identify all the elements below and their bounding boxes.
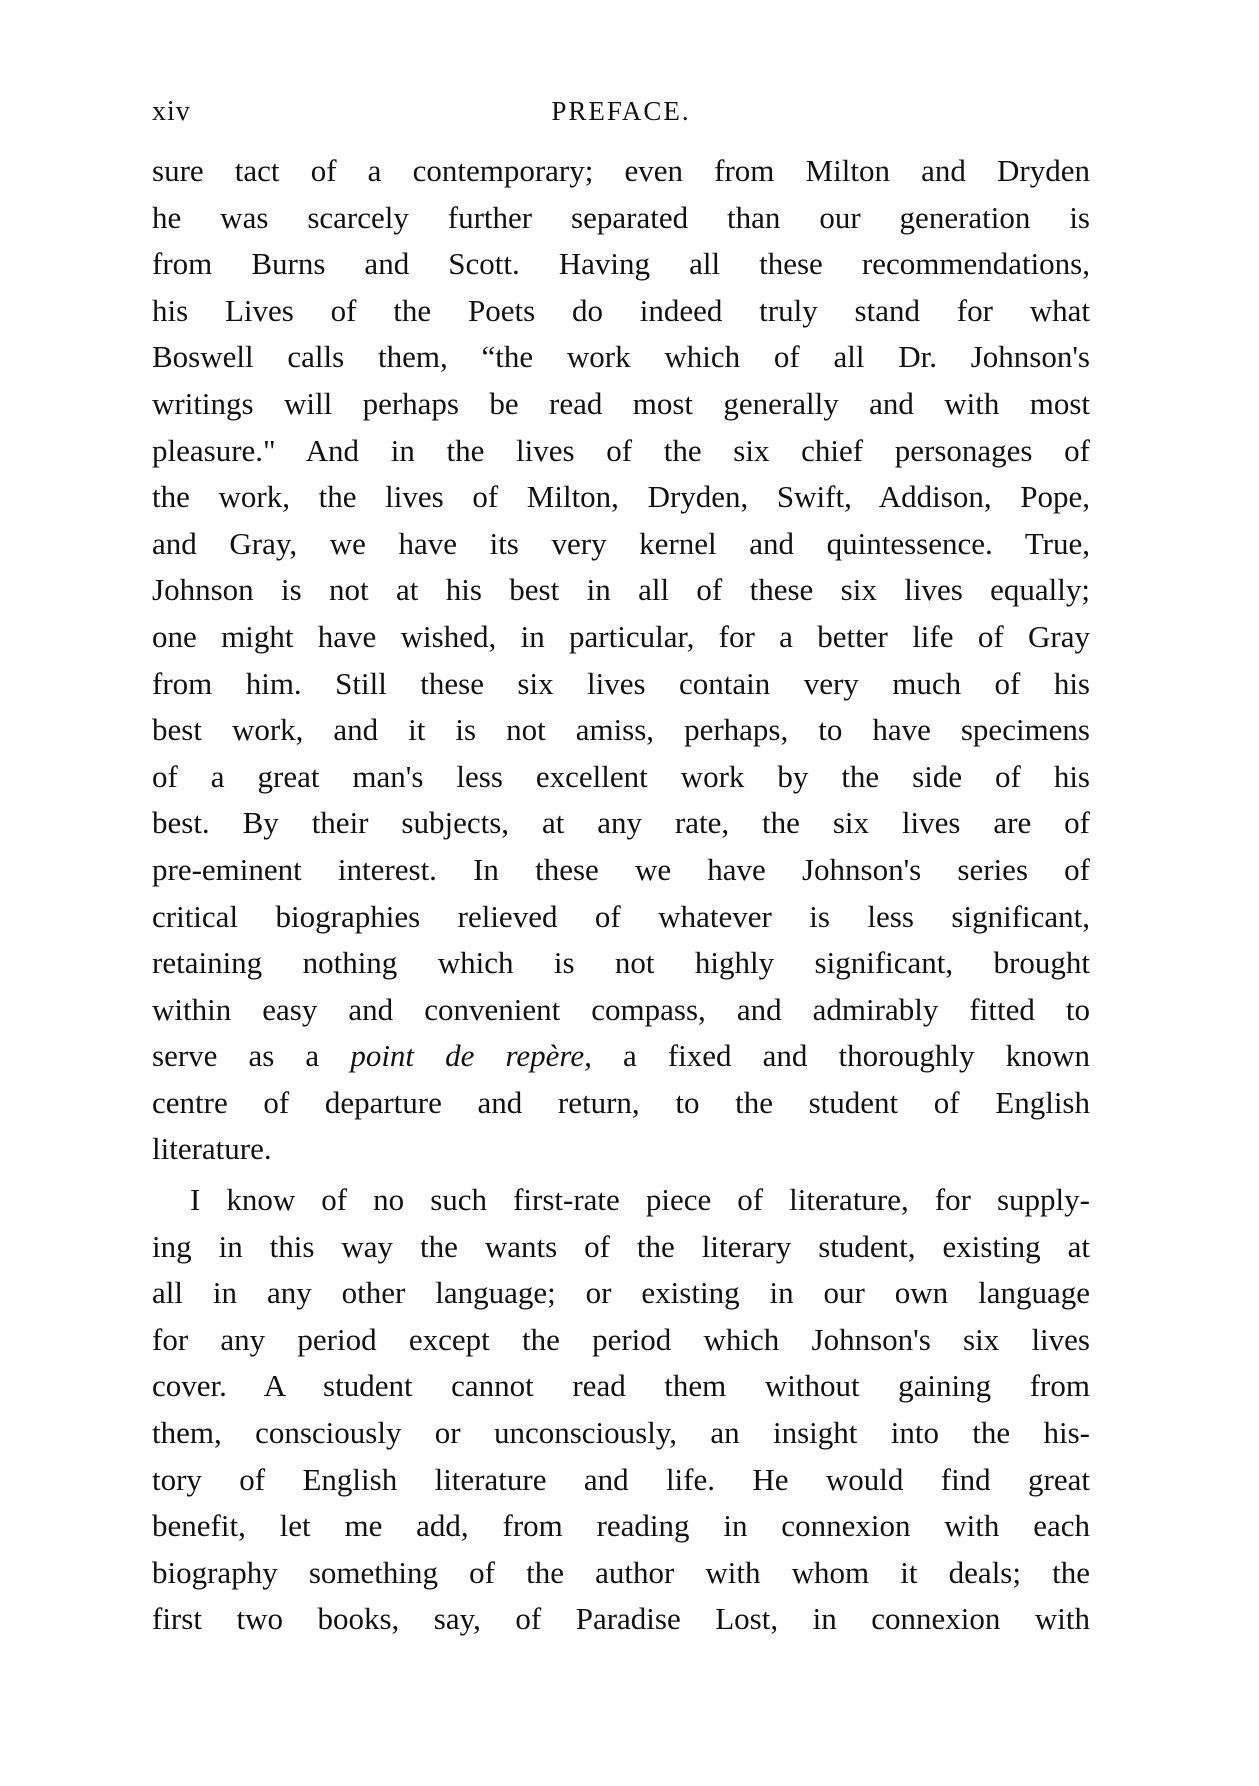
text-line-with-italic bbox=[152, 1033, 1090, 1080]
text-line: pleasure." And in the lives of the six chief personages of bbox=[152, 432, 1090, 468]
running-title: PREFACE. bbox=[551, 96, 691, 126]
text-line: centre of departure and return, to the student of English bbox=[152, 1084, 1090, 1120]
text-line: his Lives of the Poets do indeed truly stand for what bbox=[152, 292, 1090, 328]
text-line: best work, and it is not amiss, perhaps, to have specimens bbox=[152, 712, 1090, 748]
text-line: literature. bbox=[152, 1131, 272, 1167]
text-line: he was scarcely further separated than our generation is bbox=[152, 199, 1090, 235]
text-line: the work, the lives of Milton, Dryden, Swift, Addison, Pope, bbox=[152, 479, 1090, 515]
text-line: of a great man's less excellent work by the side of his bbox=[152, 758, 1090, 794]
text-line: all in any other language; or existing in our own language bbox=[152, 1275, 1090, 1311]
text-line: retaining nothing which is not highly significant, brought bbox=[152, 945, 1090, 981]
text-line: within easy and convenient compass, and admirably fitted to bbox=[152, 991, 1090, 1027]
paragraph-first-line: I know of no such first-rate piece of literature, for supply- bbox=[190, 1182, 1090, 1218]
running-head bbox=[152, 96, 1090, 136]
text-line: for any period except the period which Johnson's six lives bbox=[152, 1321, 1090, 1357]
text-line: pre-eminent interest. In these we have Johnson's series of bbox=[152, 851, 1090, 887]
page-number: xiv bbox=[152, 96, 191, 127]
text-line: Boswell calls them, “the work which of all Dr. Johnson's bbox=[152, 339, 1090, 375]
text-line: cover. A student cannot read them without gaining from bbox=[152, 1368, 1090, 1404]
text-line: from him. Still these six lives contain very much of his bbox=[152, 665, 1090, 701]
text-line: tory of English literature and life. He would find great bbox=[152, 1461, 1090, 1497]
text-line: first two books, say, of Paradise Lost, in connexion with bbox=[152, 1601, 1090, 1637]
text-line: best. By their subjects, at any rate, the six lives are of bbox=[152, 805, 1090, 841]
text-line: and Gray, we have its very kernel and quintessence. True, bbox=[152, 525, 1090, 561]
text-line: critical biographies relieved of whatever is less significant, bbox=[152, 898, 1090, 934]
text-line: them, consciously or unconsciously, an insight into the his- bbox=[152, 1415, 1090, 1451]
line-end: a fixed and thoroughly known bbox=[622, 1038, 1090, 1074]
text-line: ing in this way the wants of the literary student, existing at bbox=[152, 1228, 1090, 1264]
text-line: Johnson is not at his best in all of these six lives equally; bbox=[152, 572, 1090, 608]
line-start: serve as a bbox=[152, 1038, 320, 1074]
body-text bbox=[152, 148, 1090, 1643]
text-line: writings will perhaps be read most generally and with most bbox=[152, 385, 1090, 421]
text-line: sure tact of a contemporary; even from Milton and Dryden bbox=[152, 153, 1090, 188]
text-line: benefit, let me add, from reading in connexion with each bbox=[152, 1508, 1090, 1544]
text-line: one might have wished, in particular, for a better life of Gray bbox=[152, 618, 1090, 654]
italic-phrase: point de repère, bbox=[350, 1038, 592, 1074]
text-line: from Burns and Scott. Having all these recommendations, bbox=[152, 246, 1090, 282]
text-line: biography something of the author with whom it deals; the bbox=[152, 1554, 1090, 1590]
